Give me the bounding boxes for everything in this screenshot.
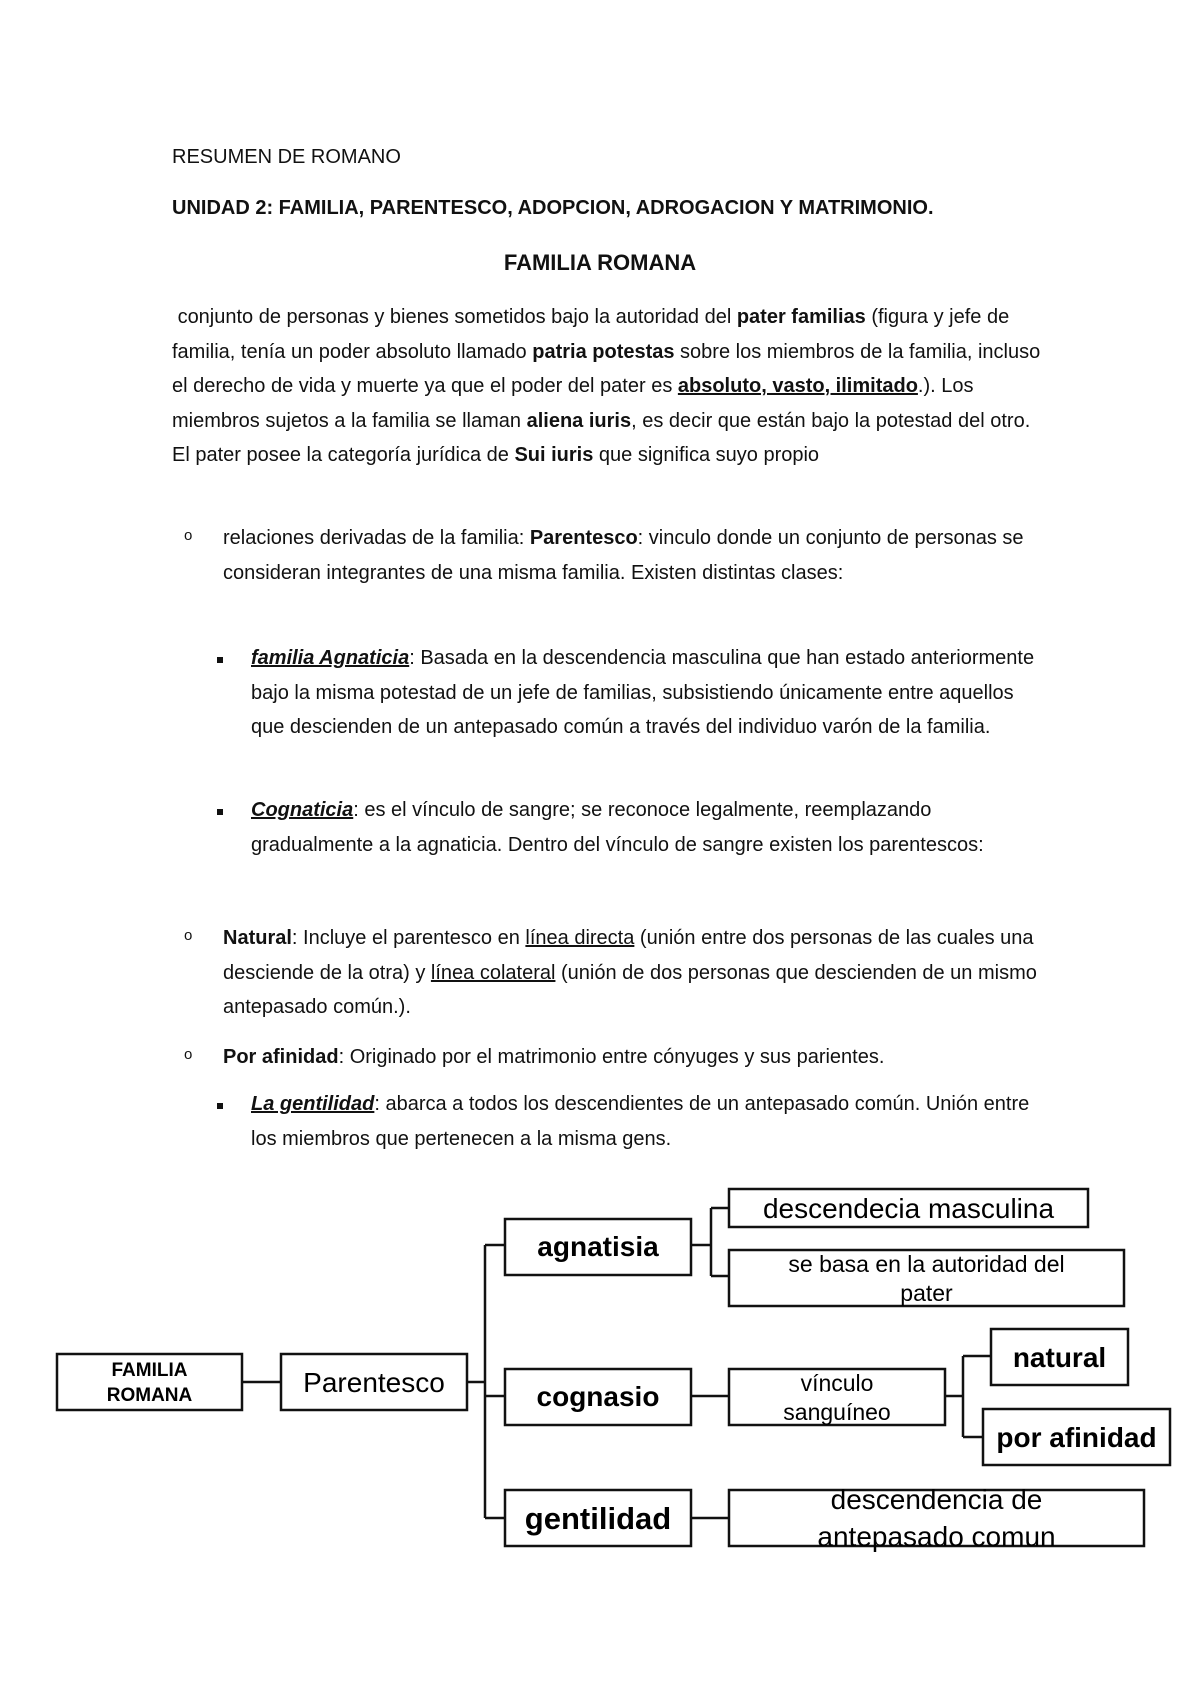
gentilidad-node — [505, 1490, 691, 1546]
section-title: FAMILIA ROMANA — [503, 250, 697, 275]
parentesco-node — [281, 1354, 467, 1410]
agnatisia-label: agnatisia — [537, 1231, 659, 1262]
agnatisia-node — [505, 1219, 691, 1275]
root-node — [57, 1354, 242, 1410]
parentesco-label: Parentesco — [303, 1367, 445, 1398]
natural-label: natural — [1012, 1342, 1107, 1373]
natural-node — [991, 1329, 1128, 1385]
circle-bullet: o — [184, 527, 193, 544]
cognasio-label: cognasio — [536, 1381, 660, 1412]
cognasio-node — [505, 1369, 691, 1425]
antepasado-node — [729, 1484, 1144, 1552]
unit-title: UNIDAD 2: FAMILIA, PARENTESCO, ADOPCION, ADROGACION Y MATRIMONIO. — [172, 197, 934, 219]
por-afinidad-label: por afinidad — [996, 1422, 1157, 1453]
root-label-line1: FAMILIA — [111, 1360, 188, 1381]
list-item-relaciones: relaciones derivadas de la familia: Parentesco: vinculo donde un conjunto de personas se consideran integrantes de una misma familia. Existen distintas clases: — [223, 527, 1024, 584]
circle-bullet: o — [184, 1046, 193, 1063]
antepasado-label-line1: descendencia de — [830, 1484, 1043, 1515]
list-item-natural: Natural: Incluye el parentesco en línea directa (unión entre dos personas de las cuales una desciende de la otra) y línea colateral (unión de dos personas que descienden de un mismo antepasado común.). — [223, 927, 1037, 1018]
document-title: RESUMEN DE ROMANO — [172, 146, 401, 168]
list-item-afinidad: Por afinidad: Originado por el matrimonio entre cónyuges y sus parientes. — [223, 1046, 885, 1068]
autoridad-label-line2: pater — [900, 1280, 953, 1306]
vinculo-label-line1: vínculo — [800, 1370, 874, 1396]
antepasado-label-line2: antepasado comun — [817, 1521, 1056, 1552]
circle-bullet: o — [184, 927, 193, 944]
intro-paragraph: conjunto de personas y bienes sometidos bajo la autoridad del pater familias (figura y jefe de familia, tenía un poder absoluto llamado patria potestas sobre los miembros de la familia, incluso el derecho de vida y muerte ya que el poder del pater es absoluto, vasto, ilimitado.). Los miembros sujetos a la familia se llaman aliena iuris, es decir que están bajo la potestad del otro. El pater posee la categoría jurídica de Sui iuris que significa suyo propio — [172, 306, 1041, 466]
list-item-gentilidad: La gentilidad: abarca a todos los descendientes de un antepasado común. Unión entre los miembros que pertenecen a la misma gens. — [251, 1093, 1030, 1150]
vinculo-node — [729, 1369, 945, 1425]
gentilidad-label: gentilidad — [524, 1501, 672, 1536]
list-item-agnaticia: familia Agnaticia: Basada en la descendencia masculina que han estado anteriormente bajo la misma potestad de un jefe de familias, subsistiendo únicamente entre aquellos que descienden de un antepasado común a través del individuo varón de la familia. — [251, 647, 1035, 738]
desc-masculina-node — [729, 1189, 1088, 1227]
autoridad-node — [729, 1250, 1124, 1306]
desc-masculina-label: descendecia masculina — [762, 1193, 1055, 1224]
list-item-cognaticia: Cognaticia: es el vínculo de sangre; se reconoce legalmente, reemplazando gradualmente a la agnaticia. Dentro del vínculo de sangre existen los parentescos: — [251, 799, 984, 856]
root-label-line2: ROMANA — [106, 1385, 193, 1406]
autoridad-label-line1: se basa en la autoridad del — [788, 1251, 1065, 1277]
vinculo-label-line2: sanguíneo — [783, 1399, 891, 1425]
por-afinidad-node — [983, 1409, 1170, 1465]
